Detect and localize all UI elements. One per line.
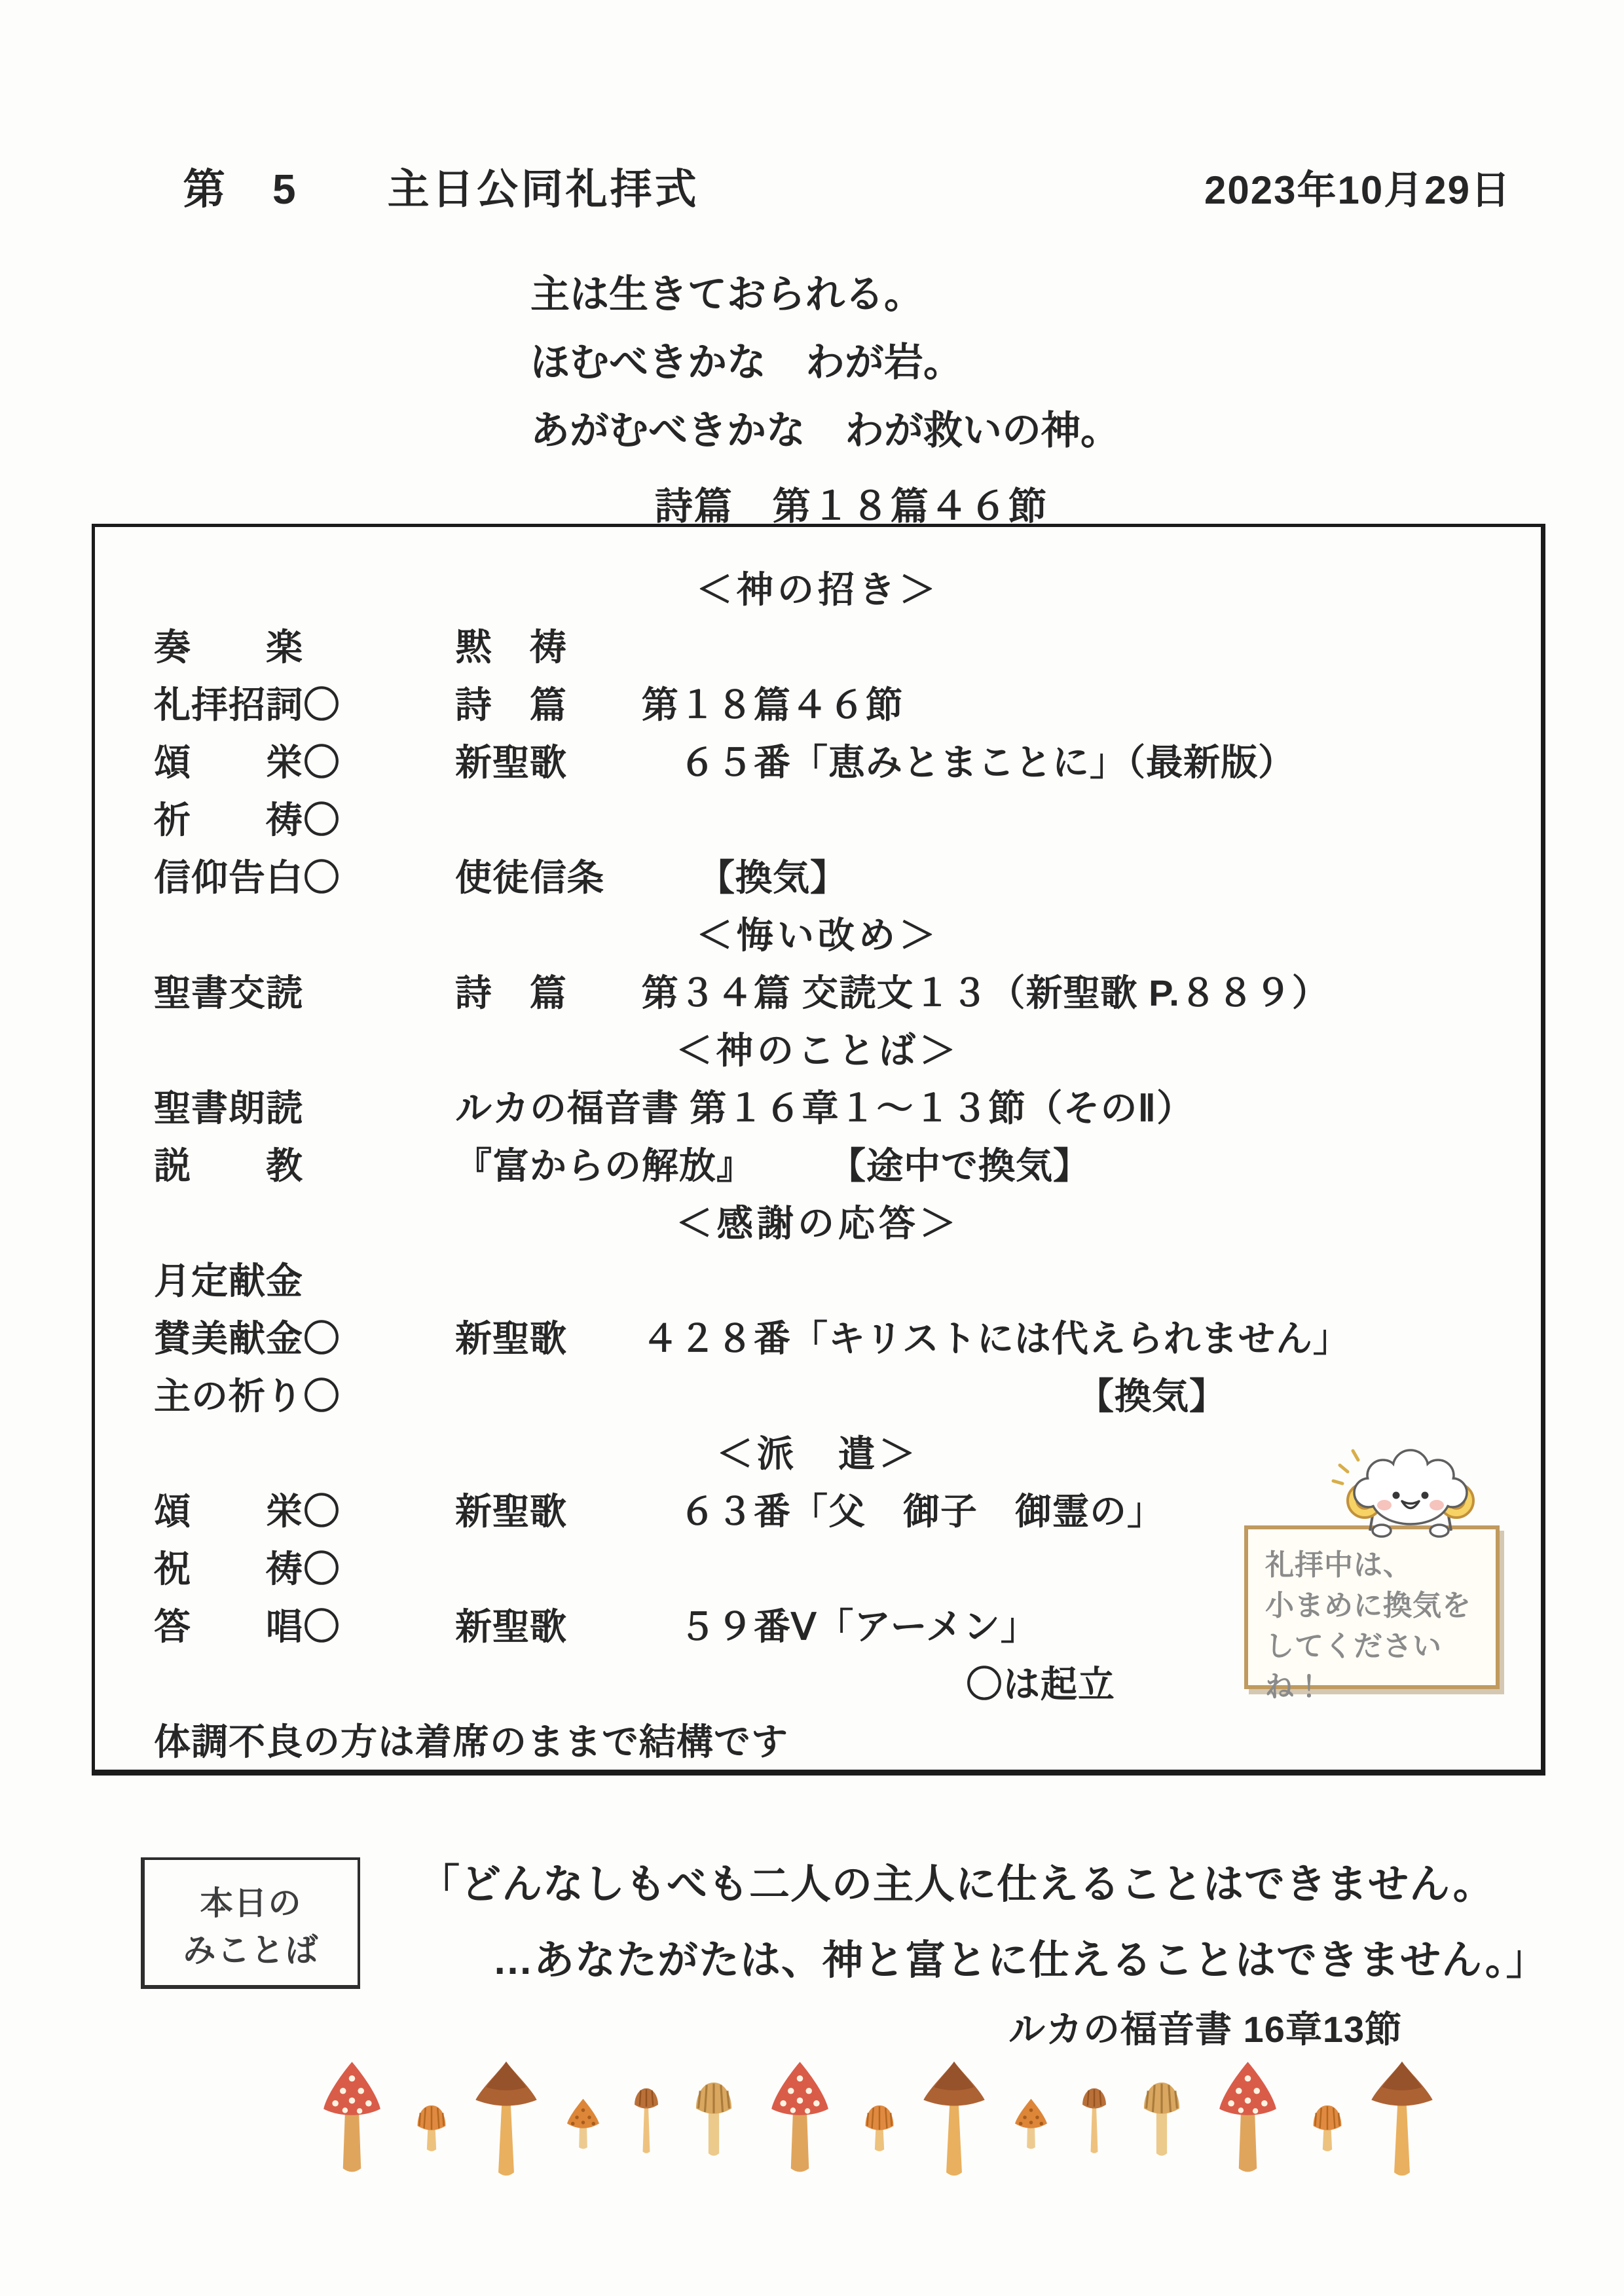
sheep-mascot-icon <box>1325 1440 1496 1539</box>
date-label: 2023年10月29日 <box>1204 168 1511 212</box>
program-row <box>154 1252 1482 1310</box>
verse-quote-line: …あなたがたは、神と富とに仕えることはできません。」 <box>492 1938 1547 1983</box>
scripture-line: ほむべきかな わが岩。 <box>530 340 963 384</box>
program-row-content: 新聖歌 ４２８番「キリストには代えられません」 <box>455 1318 1350 1359</box>
program-row-content <box>455 792 1482 849</box>
scripture-citation: 詩篇 第１８篇４６節 <box>655 485 1048 528</box>
mushroom-icon-brown-thin <box>621 2071 672 2179</box>
program-row <box>154 1368 1482 1425</box>
program-row-label: 聖書朗読 <box>154 1087 303 1129</box>
todays-word-label: 本日の <box>200 1885 303 1922</box>
mushroom-icon-orange-dotted <box>552 2088 614 2179</box>
scripture-line: 主は生きておられる。 <box>530 272 923 316</box>
mushroom-icon-brown-flat <box>915 2054 993 2179</box>
scripture-line: あがむべきかな わが救いの神。 <box>530 409 1120 452</box>
verse-citation: ルカの福音書 16章13節 <box>1008 2009 1403 2050</box>
program-row <box>154 619 1482 676</box>
program-row-content: 新聖歌 ５９番Ⅴ「アーメン」 <box>455 1606 1038 1647</box>
ventilation-sign <box>1244 1525 1500 1703</box>
program-row <box>154 792 1482 849</box>
program-row-label: 賛美献金〇 <box>154 1318 341 1359</box>
program-row <box>154 964 1482 1022</box>
program-row <box>154 1080 1482 1137</box>
program-section-header: ＜感謝の応答＞ <box>676 1203 960 1244</box>
program-row <box>154 676 1482 734</box>
program-row-content: 黙 祷 <box>455 627 567 668</box>
program-section-header: ＜派 遣＞ <box>716 1433 919 1474</box>
program-row-content: 使徒信条 【換気】 <box>455 857 847 898</box>
program-row-label: 信仰告白〇 <box>154 857 341 898</box>
mushroom-icon-tan-striped <box>678 2075 749 2179</box>
mushroom-icon-orange-striped <box>403 2097 460 2179</box>
mushroom-icon-orange-striped <box>851 2097 908 2179</box>
program-row-label: 礼拝招詞〇 <box>154 684 341 725</box>
program-row <box>154 1310 1482 1368</box>
mushroom-icon-orange-dotted <box>1000 2088 1062 2179</box>
program-row-content: 新聖歌 ６３番「父 御子 御霊の」 <box>455 1491 1164 1532</box>
program-row <box>154 734 1482 792</box>
sign-line: 小まめに換気を <box>1265 1590 1471 1622</box>
mushroom-icon-orange-striped <box>1299 2097 1356 2179</box>
header <box>183 156 1511 216</box>
page-title: 第 5 主日公同礼拝式 <box>183 166 699 213</box>
program-row-content: ルカの福音書 第１６章１～１３節（そのⅡ） <box>455 1087 1194 1129</box>
program-section-header: ＜神の招き＞ <box>696 569 940 610</box>
program-row-label: 主の祈り〇 <box>154 1376 341 1417</box>
program-row-label: 頌 栄〇 <box>154 742 341 783</box>
todays-word-label: みことば <box>183 1932 320 1969</box>
program-row <box>154 1137 1482 1195</box>
mushroom-icon-brown-thin <box>1069 2071 1120 2179</box>
program-section-header: ＜神のことば＞ <box>676 1030 960 1071</box>
program-row-label: 答 唱〇 <box>154 1606 341 1647</box>
mushroom-icon-red-dotted <box>756 2058 844 2179</box>
opening-scripture <box>530 261 1120 465</box>
program-row-label: 頌 栄〇 <box>154 1491 341 1532</box>
program-row-label: 月定献金 <box>154 1260 303 1302</box>
program-row-content: 新聖歌 ６５番「恵みとまことに」（最新版） <box>455 742 1295 783</box>
ventilation-tag: 【換気】 <box>1077 1376 1227 1417</box>
mushroom-icon-brown-flat <box>467 2054 545 2179</box>
mushroom-icon-red-dotted <box>1204 2058 1292 2179</box>
sign-line: してくださいね！ <box>1265 1630 1442 1703</box>
program-row-content: 詩 篇 第１８篇４６節 <box>455 684 903 725</box>
program-row-label: 聖書交読 <box>154 972 303 1013</box>
seated-note <box>154 1713 1482 1771</box>
mushroom-decoration-row <box>308 2048 1460 2179</box>
program-row <box>154 849 1482 907</box>
program-row-content <box>455 1252 1482 1310</box>
note-text: 体調不良の方は着席のままで結構です <box>154 1721 788 1762</box>
program-row-label: 奏 楽 <box>154 627 303 668</box>
todays-word-box <box>141 1857 360 1989</box>
program-section-header: ＜悔い改め＞ <box>696 915 940 956</box>
program-row-label: 祈 祷〇 <box>154 799 341 841</box>
verse-quote-line: 「どんなしもべも二人の主人に仕えることはできません。 <box>419 1862 1494 1907</box>
mushroom-icon-brown-flat <box>1363 2054 1441 2179</box>
mushroom-icon-tan-striped <box>1126 2075 1197 2179</box>
program-row-content: 『富からの解放』 【途中で換気】 <box>455 1145 1090 1186</box>
program-row-label: 祝 祷〇 <box>154 1548 341 1590</box>
sign-line: 礼拝中は、 <box>1265 1549 1412 1581</box>
mushroom-icon-red-dotted <box>308 2058 396 2179</box>
note-text: 〇は起立 <box>966 1664 1115 1705</box>
program-row-label: 説 教 <box>154 1145 303 1186</box>
program-row-content: 詩 篇 第３４篇 交読文１３（新聖歌 P.８８９） <box>455 972 1329 1013</box>
